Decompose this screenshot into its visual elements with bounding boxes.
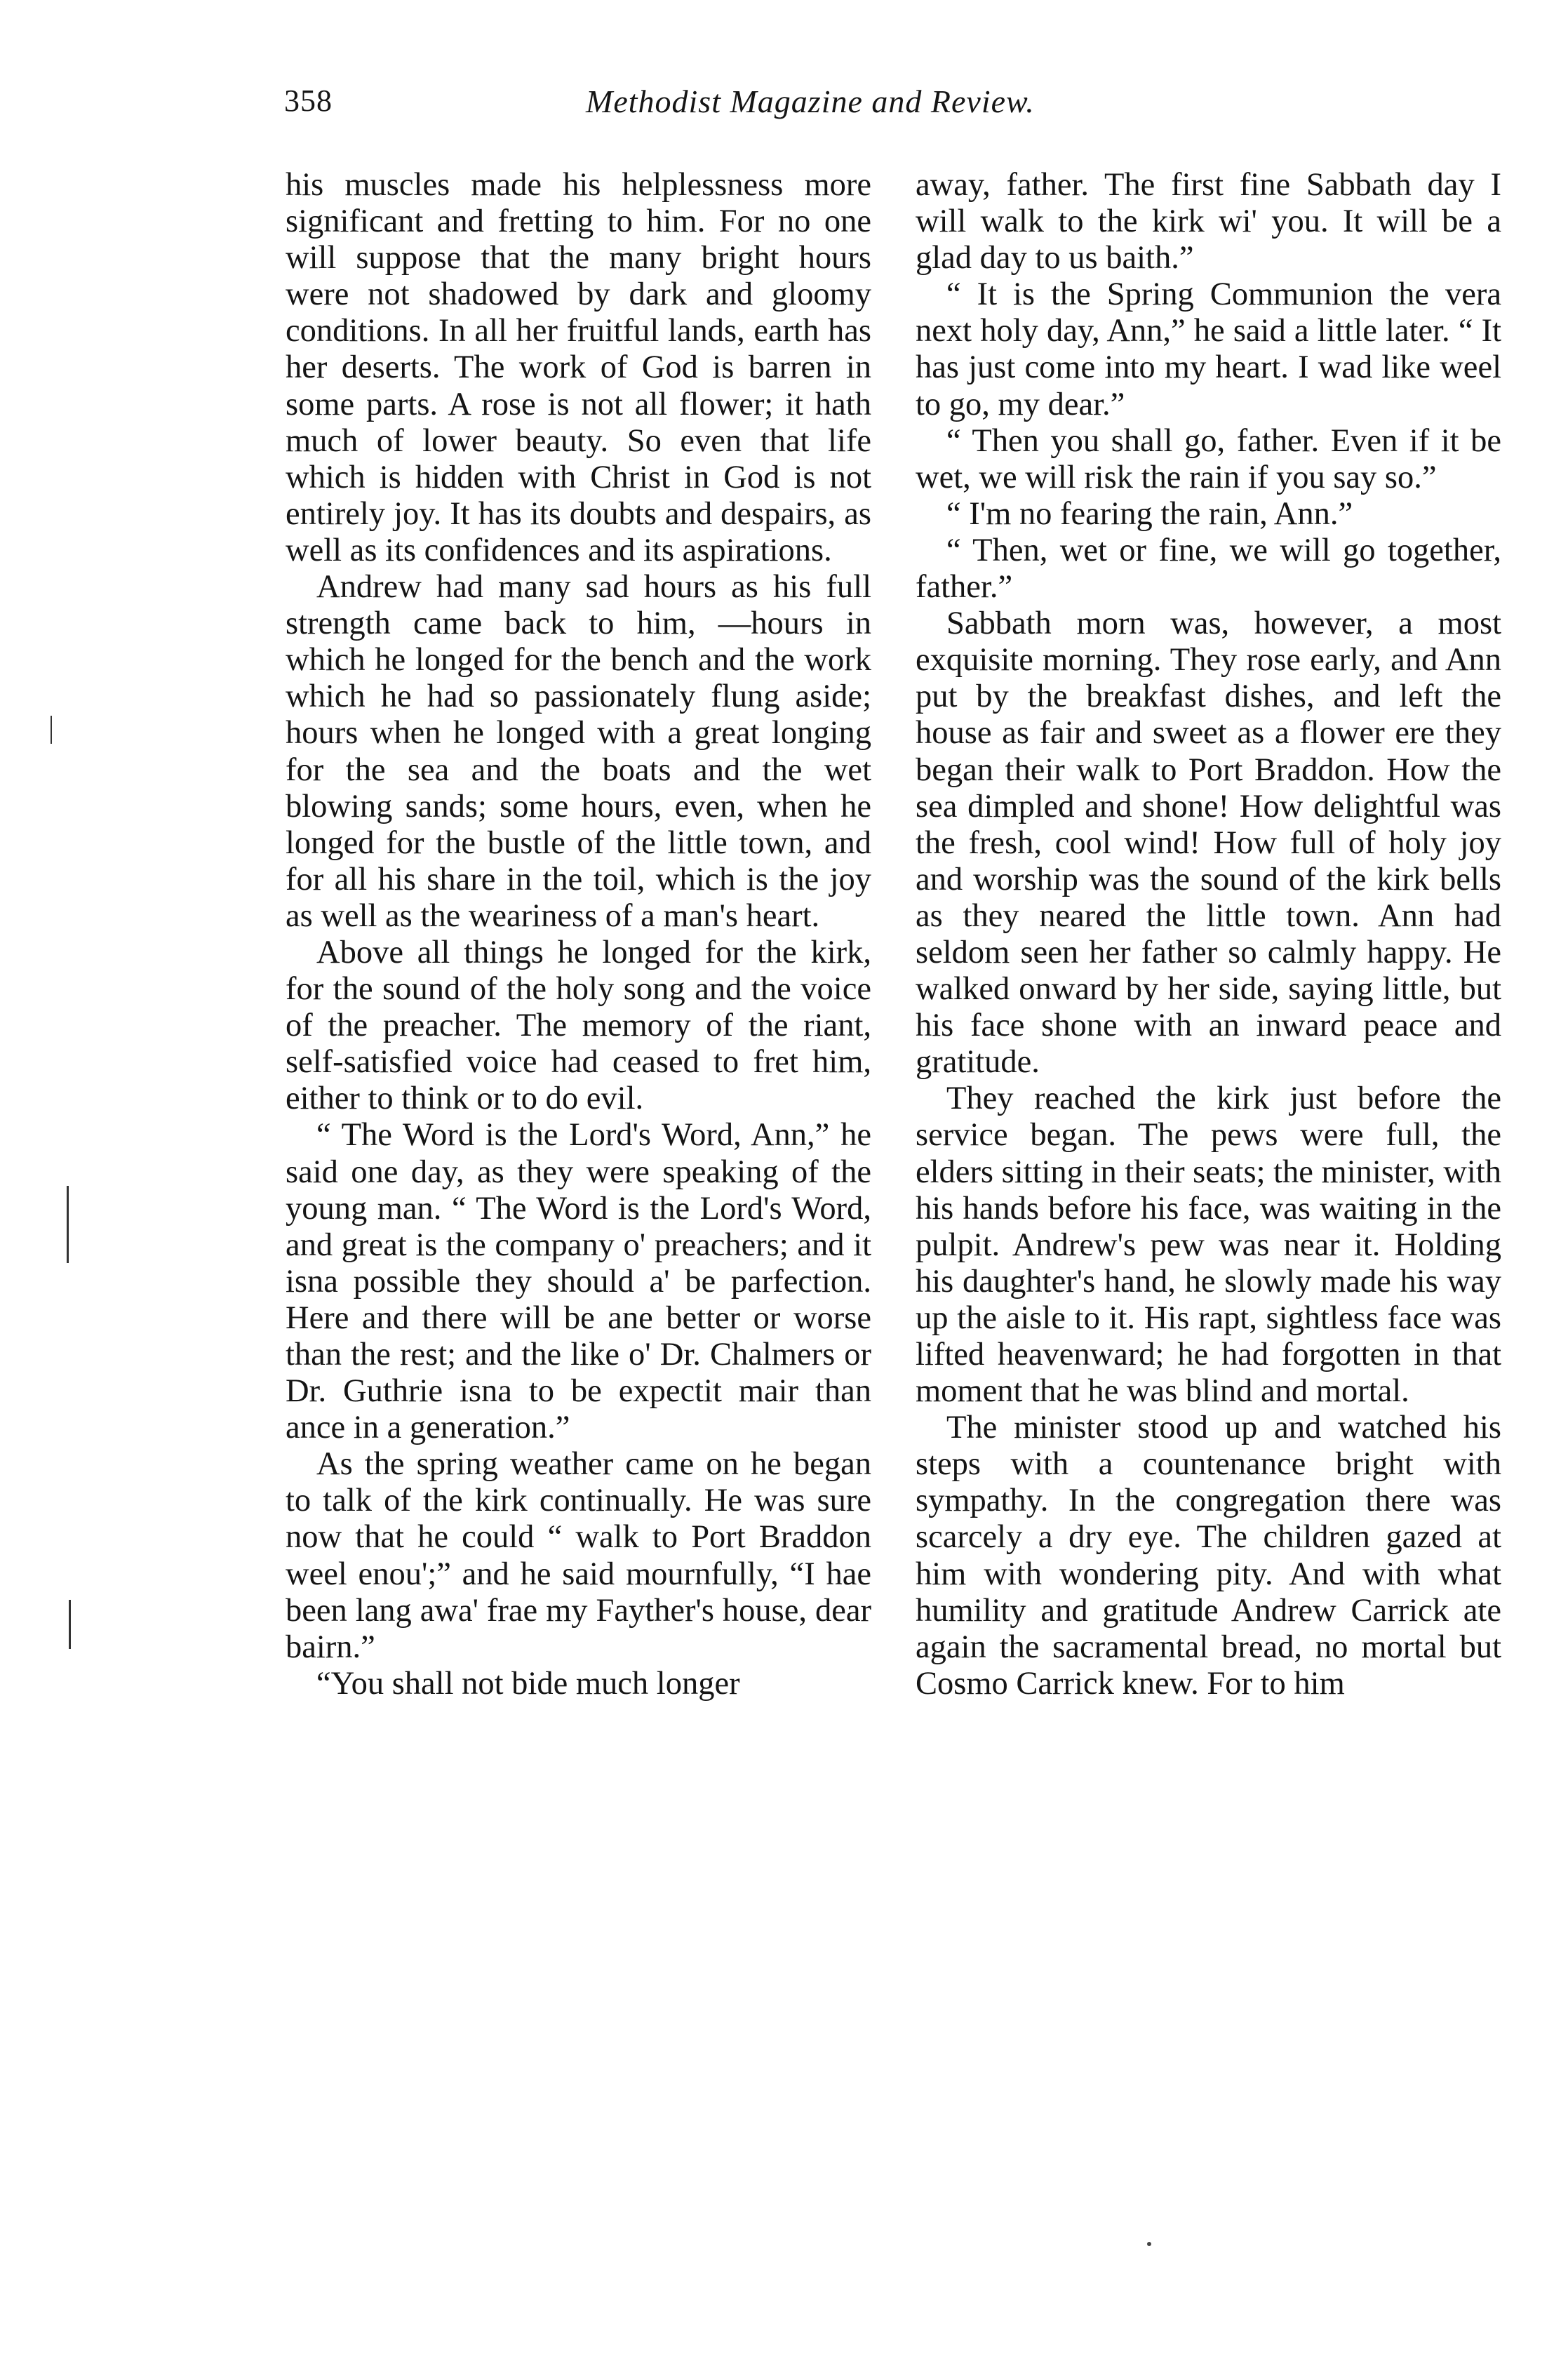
left-column — [286, 167, 871, 1702]
scan-mark — [51, 716, 52, 744]
paragraph: “You shall not bide much longer — [316, 1665, 740, 1702]
paragraph: The minister stood up and watched his steps with a countenance bright with sympathy. In the congregation there was scarcely a dry eye. The children gazed at him with wondering pity. And with what humility and gratitude Andrew Carrick ate again the sacramental bread, no mortal but Cosmo Carrick knew. For to him — [916, 1410, 1501, 1702]
paragraph: “ I'm no fearing the rain, Ann.” — [946, 495, 1353, 532]
paragraph: As the spring weather came on he began to talk of the kirk continually. He was sure now that he could “ walk to Port Braddon weel enou';” and he said mournfully, “I hae been lang awa' frae my Fayther's house, dear bairn.” — [286, 1446, 871, 1665]
paragraph: Sabbath morn was, however, a most exquisite morning. They rose early, and Ann put by the breakfast dishes, and left the house as fair and sweet as a flower ere they began their walk to Port Braddon. How the sea dimpled and shone! How delightful was the fresh, cool wind! How full of holy joy and worship was the sound of the kirk bells as they neared the little town. Ann had seldom seen her father so calmly happy. He walked onward by her side, saying little, but his face shone with an inward peace and gratitude. — [916, 606, 1501, 1081]
paragraph: “ Then, wet or fine, we will go together, father.” — [916, 532, 1501, 606]
paragraph: “ Then you shall go, father. Even if it be wet, we will risk the rain if you say so.” — [916, 422, 1501, 495]
right-column — [916, 167, 1501, 1702]
page-header — [284, 83, 1189, 132]
paragraph: away, father. The first fine Sabbath day I will walk to the kirk wi' you. It will be a glad day to us baith.” — [916, 167, 1501, 276]
paragraph: Andrew had many sad hours as his full strength came back to him, —hours in which he longed for the bench and the work which he had so passionately flung aside; hours when he longed with a great longing for the sea and the boats and the wet blowing sands; some hours, even, when he longed for the bustle of the little town, and for all his share in the toil, which is the joy as well as the weariness of a man's heart. — [286, 569, 871, 934]
paragraph: They reached the kirk just before the service began. The pews were full, the elders sitting in their seats; the minister, with his hands before his face, was waiting in the pulpit. Andrew's pew was near it. Holding his daughter's hand, he slowly made his way up the aisle to it. His rapt, sightless face was lifted heavenward; he had forgotten in that moment that he was blind and mortal. — [916, 1081, 1502, 1410]
scan-mark — [67, 1186, 69, 1263]
paragraph: his muscles made his helplessness more significant and fretting to him. For no one will suppose that the many bright hours were not shadowed by dark and gloomy conditions. In all her fruitful lands, earth has her deserts. The work of God is barren in some parts. A rose is not all flower; it hath much of lower beauty. So even that life which is hidden with Christ in God is not entirely joy. It has its doubts and despairs, as well as its confidences and its aspirations. — [286, 167, 871, 568]
scan-dot — [1147, 2242, 1151, 2246]
paragraph: “ It is the Spring Communion the vera next holy day, Ann,” he said a little later. “ It has just come into my heart. I wad like weel to go, my dear.” — [916, 276, 1501, 422]
scan-mark — [69, 1600, 71, 1649]
running-title: Methodist Magazine and Review. — [586, 84, 1035, 119]
paragraph: “ The Word is the Lord's Word, Ann,” he said one day, as they were speaking of the young man. “ The Word is the Lord's Word, and great is the company o' preachers; and it isna possible they should a' be parfection. Here and there will be ane better or worse than the rest; and the like o' Dr. Chalmers or Dr. Guthrie isna to be expectit mair than ance in a generation.” — [286, 1117, 871, 1446]
paragraph: Above all things he longed for the kirk, for the sound of the holy song and the voice of the preacher. The memory of the riant, self-satisfied voice had ceased to fret him, either to think or to do evil. — [286, 934, 871, 1117]
page-number: 358 — [284, 84, 333, 118]
